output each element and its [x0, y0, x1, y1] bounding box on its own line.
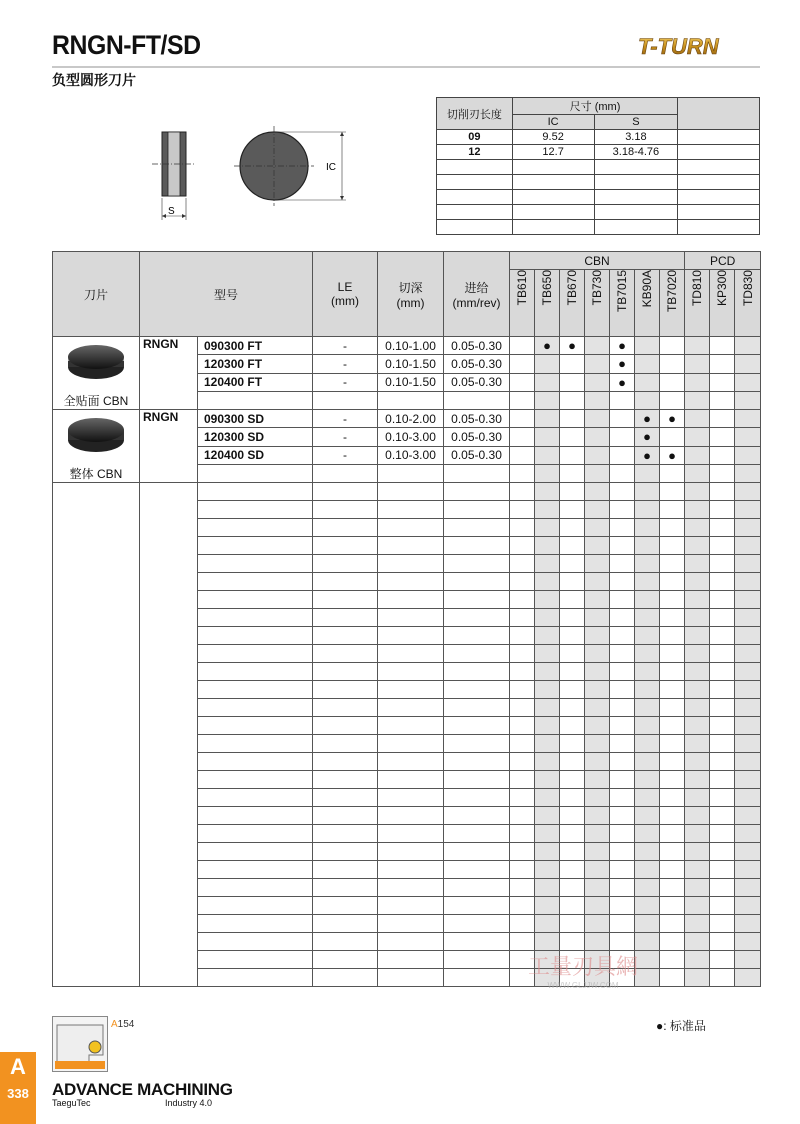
- cell-feed: 0.05-0.30: [444, 428, 510, 446]
- svg-text:S: S: [168, 206, 175, 217]
- cell-feed: 0.05-0.30: [444, 355, 510, 373]
- cell-model: 120400 SD: [198, 446, 313, 464]
- insert-caption: 全贴面 CBN: [63, 394, 129, 408]
- standard-mark: ●: [643, 447, 651, 463]
- series-label: RNGN: [140, 337, 198, 410]
- page-subtitle: 负型圆形刀片: [52, 72, 136, 88]
- standard-mark: ●: [643, 429, 651, 445]
- brand-left: TaeguTec: [52, 1098, 91, 1108]
- cell-model: 090300 SD: [198, 410, 313, 428]
- cell-le: -: [313, 446, 378, 464]
- size-table: [436, 97, 760, 235]
- standard-mark: ●: [618, 356, 626, 372]
- grade-tb610: TB610: [510, 270, 535, 337]
- cell-model: 120300 SD: [198, 428, 313, 446]
- standard-mark: ●: [543, 338, 551, 354]
- cell-le: -: [313, 373, 378, 391]
- brand-main: ADVANCE MACHINING: [52, 1080, 233, 1099]
- cell-doc: 0.10-1.50: [378, 373, 444, 391]
- col-doc: 切深 (mm): [378, 252, 444, 337]
- cell-le: -: [313, 337, 378, 355]
- table-row: 09 9.52 3.18: [437, 130, 760, 145]
- size-col-s: S: [594, 115, 678, 130]
- cell-le: -: [313, 410, 378, 428]
- grade-tb7020: TB7020: [660, 270, 685, 337]
- page-title: RNGN-FT/SD: [52, 30, 201, 60]
- cell-feed: 0.05-0.30: [444, 446, 510, 464]
- cell-feed: 0.05-0.30: [444, 373, 510, 391]
- standard-mark: ●: [668, 411, 676, 427]
- cell-feed: 0.05-0.30: [444, 337, 510, 355]
- watermark: 工量刃具網 WWW.GLJJW.COM: [528, 954, 639, 990]
- svg-text:IC: IC: [326, 162, 336, 173]
- table-row: [53, 410, 761, 428]
- series-label: RNGN: [140, 410, 198, 483]
- cell-doc: 0.10-3.00: [378, 446, 444, 464]
- grade-tb730: TB730: [585, 270, 610, 337]
- size-col-edge: 切削刃长度: [437, 98, 513, 130]
- title-divider: [52, 66, 760, 68]
- cell-le: -: [313, 355, 378, 373]
- page-tab: [0, 1052, 36, 1124]
- product-table: [52, 251, 761, 987]
- standard-mark: ●: [568, 338, 576, 354]
- toolholder-icon: [53, 1017, 107, 1071]
- standard-mark: ●: [668, 447, 676, 463]
- cell-doc: 0.10-1.00: [378, 337, 444, 355]
- cell-model: 120300 FT: [198, 355, 313, 373]
- insert-dimension-diagram: [150, 124, 360, 224]
- t-turn-logo: [636, 30, 762, 62]
- table-row: 12 12.7 3.18-4.76: [437, 145, 760, 160]
- col-le: LE (mm): [313, 252, 378, 337]
- size-col-size: 尺寸 (mm): [512, 98, 678, 115]
- page-number: 338: [7, 1086, 29, 1101]
- insert-image-cell: [53, 337, 140, 410]
- cell-doc: 0.10-2.00: [378, 410, 444, 428]
- grade-tb650: TB650: [535, 270, 560, 337]
- col-insert: 刀片: [53, 252, 140, 337]
- grade-kp300: KP300: [710, 270, 735, 337]
- footnote-standard: ●: 标准品: [656, 1019, 706, 1033]
- cell-doc: 0.10-3.00: [378, 428, 444, 446]
- grade-tb7015: TB7015: [610, 270, 635, 337]
- group-pcd: PCD: [685, 252, 761, 270]
- cell-model: 120400 FT: [198, 373, 313, 391]
- insert-image: [61, 337, 131, 385]
- cell-feed: 0.05-0.30: [444, 410, 510, 428]
- standard-mark: ●: [618, 338, 626, 354]
- size-col-ic: IC: [512, 115, 594, 130]
- insert-image-cell: [53, 410, 140, 483]
- cell-doc: 0.10-1.50: [378, 355, 444, 373]
- col-model: 型号: [140, 252, 313, 337]
- col-feed: 进给 (mm/rev): [444, 252, 510, 337]
- standard-mark: ●: [618, 374, 626, 390]
- brand-right: Industry 4.0: [164, 1098, 212, 1108]
- brand-footer: [52, 1080, 233, 1108]
- reference-thumbnail: [52, 1016, 108, 1072]
- table-row: [53, 337, 761, 355]
- section-letter: A: [10, 1054, 26, 1079]
- reference-page[interactable]: A154: [111, 1019, 135, 1030]
- grade-td830: TD830: [735, 270, 761, 337]
- cell-le: -: [313, 428, 378, 446]
- insert-caption: 整体 CBN: [69, 467, 123, 481]
- grade-tb670: TB670: [560, 270, 585, 337]
- cell-model: 090300 FT: [198, 337, 313, 355]
- insert-image: [61, 410, 131, 458]
- grade-td810: TD810: [685, 270, 710, 337]
- svg-text:T-TURN: T-TURN: [638, 34, 719, 59]
- grade-kb90a: KB90A: [635, 270, 660, 337]
- group-cbn: CBN: [510, 252, 685, 270]
- standard-mark: ●: [643, 411, 651, 427]
